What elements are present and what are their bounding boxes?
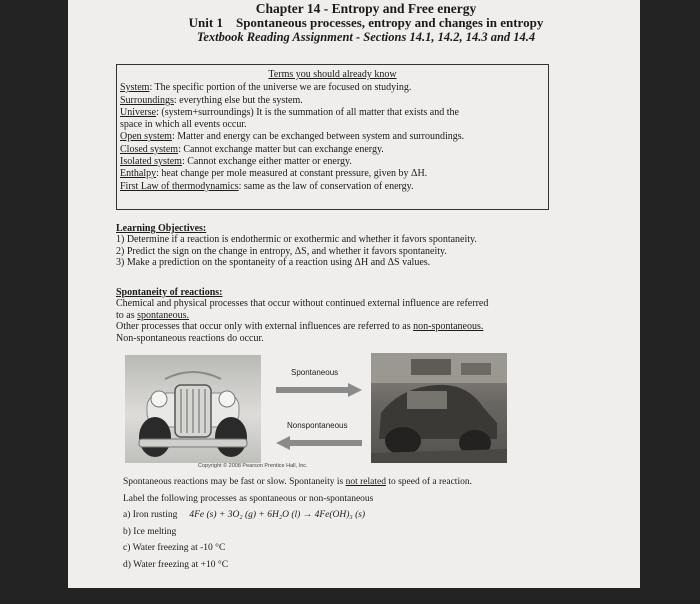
term-row: Open system: Matter and energy can be exchanged between system and surroundings. [120, 131, 465, 143]
learning-objectives [116, 223, 586, 269]
term-row: Closed system: Cannot exchange matter but can exchange energy. [120, 143, 384, 155]
spontaneous-label: Spontaneous [291, 368, 339, 377]
term-row: System: The specific portion of the universe we are focused on studying. [120, 82, 412, 94]
term-row: space in which all events occur. [120, 119, 247, 131]
reading-assignment: Textbook Reading Assignment - Sections 14.1, 14.2, 14.3 and 14.4 [196, 30, 536, 44]
questions-section [123, 474, 613, 573]
terms-title: Terms you should already know [268, 69, 397, 80]
term-row: Isolated system: Cannot exchange either matter or energy. [120, 156, 352, 168]
spontaneity-text: to as spontaneous. [116, 309, 190, 321]
rusted-car-photo [371, 353, 507, 463]
spontaneous-arrow [276, 383, 362, 397]
spontaneity-text: Non-spontaneous reactions do occur. [116, 332, 264, 344]
term-row: Enthalpy: heat change per mole measured at constant pressure, given by ΔH. [120, 168, 428, 180]
worksheet-page [68, 0, 640, 588]
objective-item: 2) Predict the sign on the change in entropy, ΔS, and whether it favors spontaneity. [116, 245, 447, 257]
spontaneity-section [116, 287, 586, 344]
instructions: Label the following processes as spontaneous or non-spontaneous [123, 493, 374, 504]
question-a: a) Iron rusting 4Fe (s) + 3O₂ (g) + 6H₂O (l) → 4Fe(OH)₃ (s) [123, 510, 366, 520]
spontaneity-text: Other processes that occur only with external influences are referred to as non-spontaneous. [116, 321, 484, 333]
chapter-title: Chapter 14 - Entropy and Free energy [255, 1, 477, 16]
speed-note: Spontaneous reactions may be fast or slow. Spontaneity is not related to speed of a reaction. [123, 477, 472, 487]
unit-title: Unit 1 Spontaneous processes, entropy and changes in entropy [188, 15, 544, 30]
term-row: Universe: (system+surroundings) It is the summation of all matter that exists and the [120, 106, 459, 118]
objective-item: 3) Make a prediction on the spontaneity of a reaction using ΔH and ΔS values. [116, 257, 431, 269]
new-car-photo [125, 355, 261, 463]
term-row: First Law of thermodynamics: same as the law of conservation of energy. [120, 180, 414, 192]
spontaneity-text: Chemical and physical processes that occur without continued external influence are referred [116, 298, 489, 310]
spontaneity-figure [120, 353, 512, 473]
objective-item: 1) Determine if a reaction is endothermic or exothermic and whether it favors spontaneity. [116, 234, 477, 246]
terms-box [116, 64, 549, 210]
question-d: d) Water freezing at +10 °C [123, 559, 229, 570]
question-b: b) Ice melting [123, 526, 177, 537]
figure-copyright: Copyright © 2008 Pearson Prentice Hall, Inc. [198, 463, 308, 469]
term-row: Surroundings: everything else but the system. [120, 94, 303, 106]
nonspontaneous-arrow [276, 436, 362, 450]
nonspontaneous-label: Nonspontaneous [287, 421, 348, 430]
objectives-title: Learning Objectives: [116, 223, 207, 234]
question-c: c) Water freezing at -10 °C [123, 543, 226, 553]
spontaneity-title: Spontaneity of reactions: [116, 287, 223, 298]
